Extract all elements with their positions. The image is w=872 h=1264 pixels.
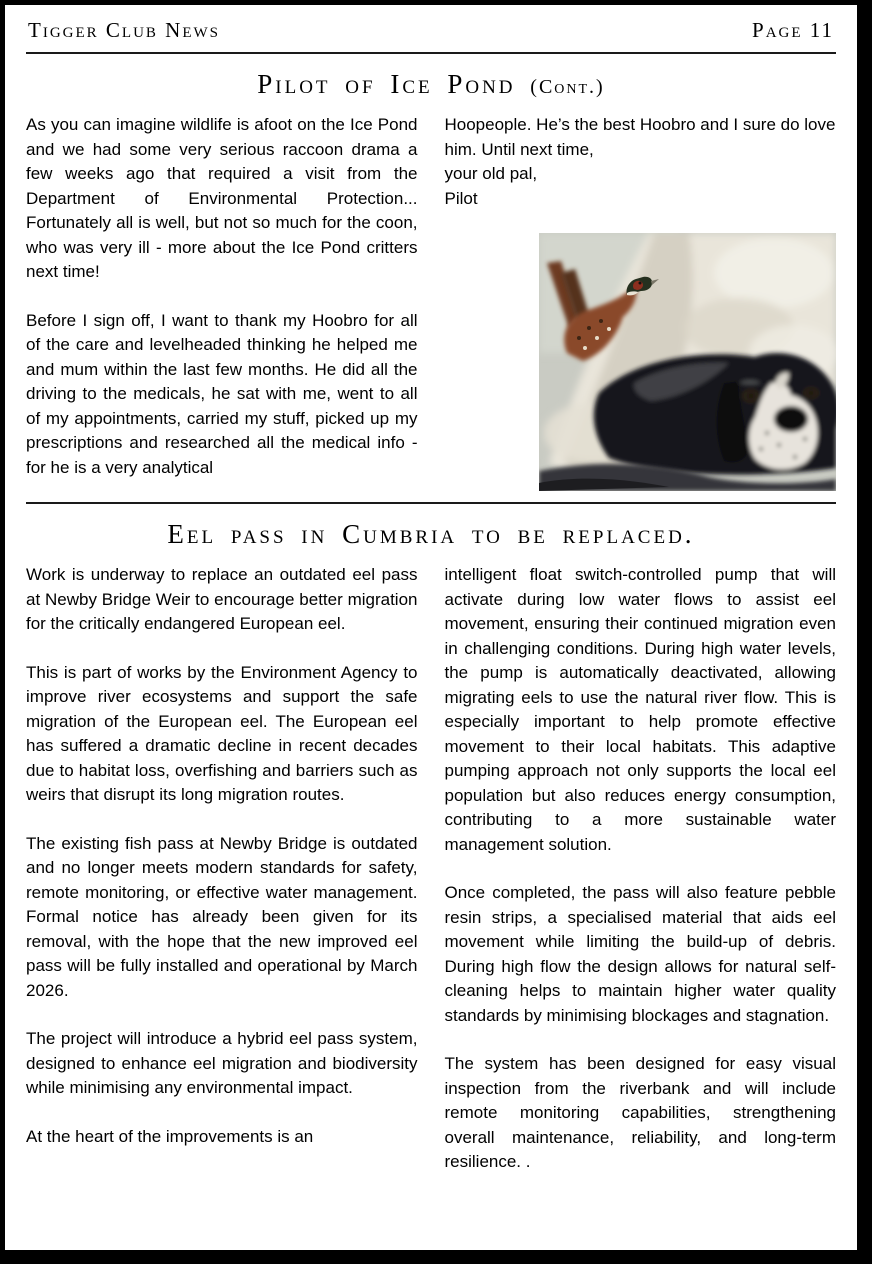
paragraph: Once completed, the pass will also feature pebble resin strips, a specialised material that aids eel movement while limiting the build-up of debris. During high flow the design allows for natural self-cleaning helps to maintain higher water quality standards by minimising blockages and stagnation. — [444, 883, 836, 1025]
article-eel-right-column — [445, 563, 837, 1175]
article-pilot-title-text: Pilot of Ice Pond — [257, 69, 516, 99]
page-number: Page 11 — [752, 18, 834, 42]
article-eel-section — [26, 502, 836, 1175]
article-eel-title: Eel pass in Cumbria to be replaced. — [167, 519, 695, 549]
signoff-line: your old pal, — [444, 164, 538, 183]
paragraph: The system has been designed for easy visual inspection from the riverbank and will include remote monitoring capabilities, strengthening overall maintenance, reliability, and long-term resilience. . — [444, 1054, 836, 1171]
signoff-line: Pilot — [444, 188, 478, 208]
newsletter-page — [3, 3, 859, 1252]
article-pilot-right-column — [445, 113, 837, 491]
article-pilot-columns — [26, 113, 836, 491]
paragraph: intelligent float switch-controlled pump that will activate during low water flows to assist eel movement, ensuring their continued migration even in challenging conditions. During high water levels, the pump is automatically deactivated, allowing migrating eels to use the natural river flow. This is especially important to help promote effective movement to their local habitats. This adaptive pumping approach not only supports the local eel population but also reduces energy consumption, contributing to a more sustainable water management solution. — [444, 565, 836, 854]
paragraph: This is part of works by the Environment Agency to improve river ecosystems and support the safe migration of the European eel. The European eel has suffered a dramatic decline in recent decades due to habitat loss, overfishing and barriers such as weirs that disrupt its long migration routes. — [26, 662, 418, 804]
masthead — [26, 5, 836, 54]
masthead-title: Tigger Club News — [28, 18, 220, 42]
page-content — [5, 5, 857, 1175]
paragraph: At the heart of the improvements is an — [26, 1126, 314, 1146]
signoff-line: Hoopeople. He’s the best Hoobro and I sure do love him. Until next time, — [444, 115, 836, 159]
article-pilot-left-column — [26, 113, 418, 491]
paragraph: Before I sign off, I want to thank my Hoobro for all of the care and levelheaded thinking he helped me and mum within the last few months. He did all the driving to the medicals, he sat with me, went to all of my appointments, carried my stuff, picked up my prescriptions and researched all the medical info - for he is a very analytical — [26, 310, 418, 477]
pilot-dog-with-pheasant-photo — [539, 233, 836, 491]
paragraph: As you can imagine wildlife is afoot on the Ice Pond and we had some very serious raccoon drama a few weeks ago that required a visit from the Department of Environmental Protection... Fortunately all is well, but not so much for the coon, who was very ill - more about the Ice Pond critters next time! — [26, 115, 418, 281]
article-eel-columns — [26, 563, 836, 1175]
article-pilot-title-cont: (Cont.) — [530, 76, 605, 98]
paragraph: The existing fish pass at Newby Bridge is outdated and no longer meets modern standards for safety, remote monitoring, or effective water management. Formal notice has already been given for its removal, with the hope that the new improved eel pass will be fully installed and operational by March 2026. — [26, 833, 418, 1000]
paragraph: The project will introduce a hybrid eel pass system, designed to enhance eel migration and biodiversity while minimising any environmental impact. — [26, 1029, 418, 1097]
article-pilot-title — [26, 69, 836, 100]
article-eel-left-column — [26, 563, 418, 1175]
paragraph: Work is underway to replace an outdated eel pass at Newby Bridge Weir to encourage better migration for the critically endangered European eel. — [26, 565, 418, 633]
